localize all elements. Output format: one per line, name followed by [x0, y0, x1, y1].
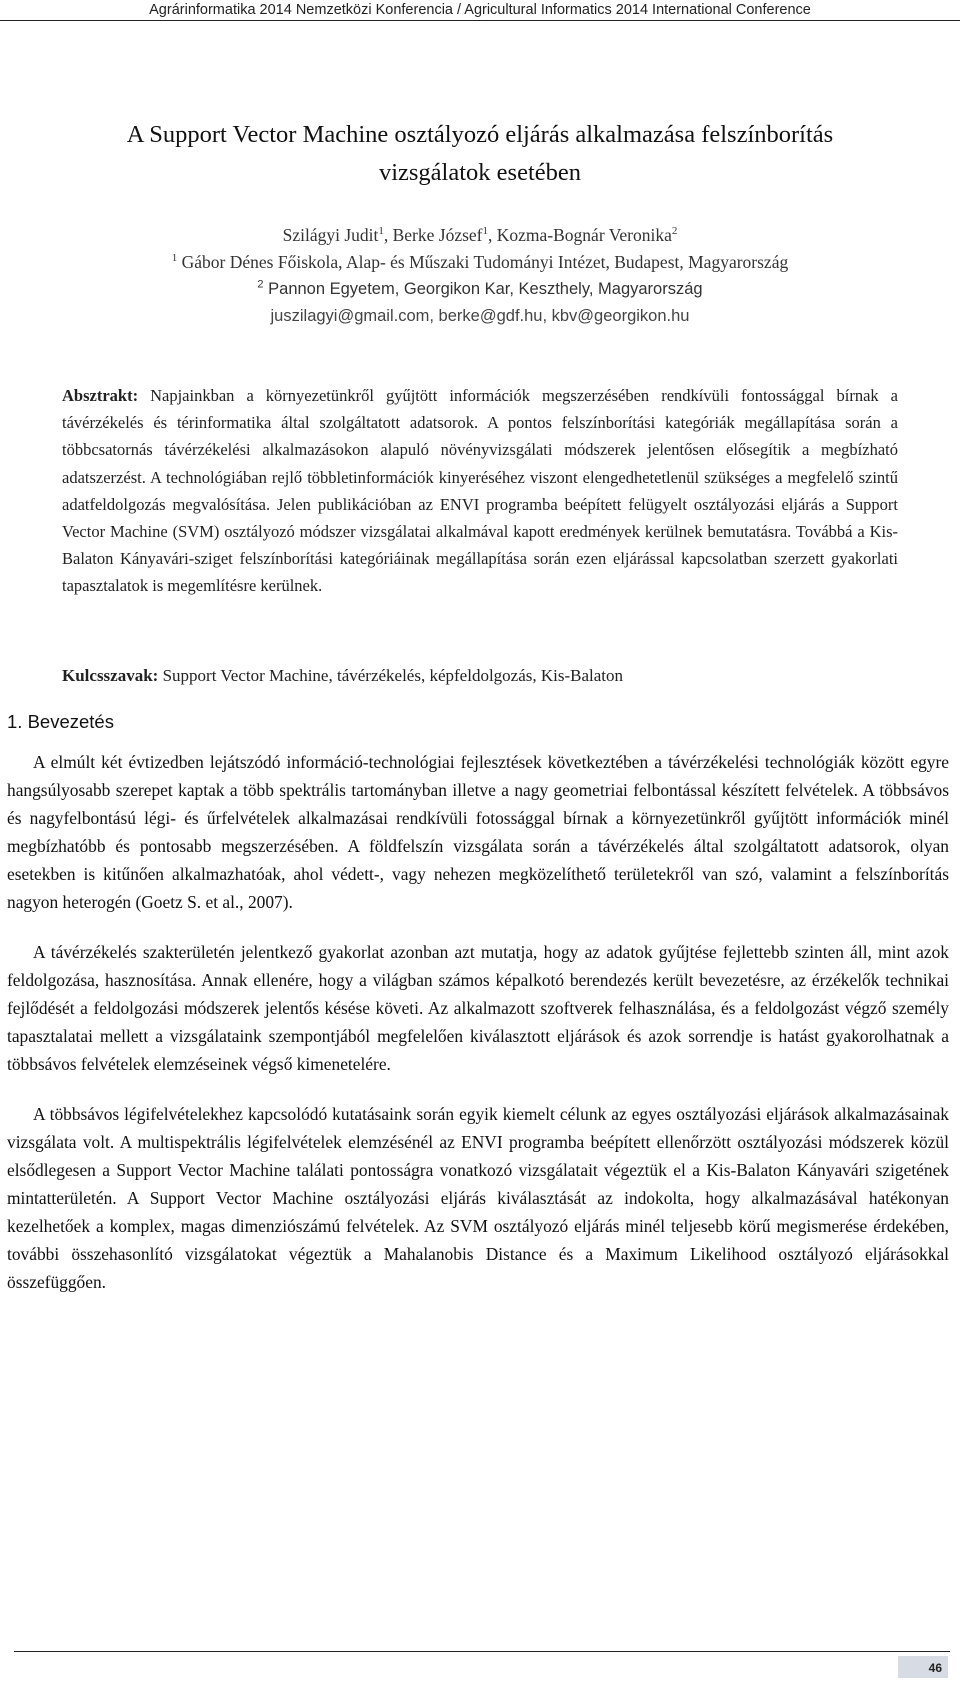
abstract-label: Absztrakt: — [62, 386, 139, 405]
author-1-affiliation: 1 — [378, 225, 384, 238]
author-separator: , — [488, 225, 497, 245]
affiliation-1-mark: 1 — [171, 252, 178, 265]
keywords-text: Support Vector Machine, távérzékelés, képfeldolgozás, Kis-Balaton — [162, 666, 624, 685]
footer-rule — [14, 1651, 950, 1652]
body-paragraph-2: A távérzékelés szakterületén jelentkező gyakorlat azonban azt mutatja, hogy az adatok gyűjtése fejlettebb szinten áll, mint azok feldolgozása, hasznosítása. Annak ellenére, hogy a világban számos képalkotó berendezés került bevezetésre, az érzékelők technikai fejlődését a feldolgozási módszerek jelentős késése követi. Az alkalmazott szoftverek felhasználása, és a feldolgozást végző személy tapasztalatai mellett a vizsgálataink szempontjából megfelelően kiválasztott eljárások és azok sorrendje is hatást gyakorolhatnak a többsávos felvételek elemzéseinek végső kimenetelére. — [7, 942, 949, 1074]
affiliation-2-mark: 2 — [257, 278, 264, 291]
page-number-badge: 46 — [898, 1656, 948, 1678]
running-header — [0, 0, 960, 21]
body-paragraph-3: A többsávos légifelvételekhez kapcsolódó kutatásaink során egyik kiemelt célunk az egyes osztályozási eljárások alkalmazásainak vizsgálata volt. A multispektrális légifelvételek elemzésénél az ENVI programba beépített ellenőrzött osztályozási módszerek közül elsődlegesen a Support Vector Machine találati pontosságra vonatkozó vizsgálatait végeztük el a Kis-Balaton Kányavári szigetének mintatterületén. A Support Vector Machine osztályozási eljárás kiválasztását az indokolta, hogy alkalmazásával hatékonyan kezelhetőek a komplex, magas dimenziószámú felvételek. Az SVM osztályozó eljárás minél teljesebb körű megismerése érdekében, további összehasonlító vizsgálatokat végeztük a Mahalanobis Distance és a Maximum Likelihood osztályozó eljárásokkal összefüggően. — [7, 1104, 949, 1292]
author-emails: juszilagyi@gmail.com, berke@gdf.hu, kbv@georgikon.hu — [270, 307, 690, 325]
author-1: Szilágyi Judit — [282, 225, 379, 245]
section-heading: 1. Bevezetés — [7, 711, 114, 732]
author-3-affiliation: 2 — [671, 225, 678, 238]
affiliation-1 — [0, 249, 960, 276]
paper-title — [0, 116, 960, 192]
author-list — [0, 222, 960, 249]
running-header-text: Agrárinformatika 2014 Nemzetközi Konferencia / Agricultural Informatics 2014 International Conference — [149, 2, 811, 18]
body-paragraph-1: A elmúlt két évtizedben lejátszódó információ-technológiai fejlesztések következtében a távérzékelési technológiák között egyre hangsúlyosabb szerepet kaptak a több spektrális tartományban illetve a nagy geometriai felbontással készített felvételek. A többsávos és nagyfelbontású légi- és űrfelvételek alkalmazásai rendkívüli fotossággal bírnak a környezetünkről gyűjtött információk minél megbízhatóbb és pontosabb megszerzésében. A földfelszín vizsgálata során a távérzékelés által szolgáltatott adatsorok, olyan esetekben is kitűnően alkalmazhatóak, ahol védett-, vagy nehezen megközelíthető területekről van szó, valamint a felszínborítás nagyon heterogén (Goetz S. et al., 2007). — [7, 752, 949, 912]
affiliation-1-text: Gábor Dénes Főiskola, Alap- és Műszaki Tudományi Intézet, Budapest, Magyarország — [181, 252, 789, 272]
author-2-affiliation: 1 — [482, 225, 489, 238]
affiliation-2 — [0, 276, 960, 303]
author-block — [0, 222, 960, 330]
keywords — [62, 662, 898, 689]
author-separator: , — [383, 225, 393, 245]
section-body — [7, 748, 949, 1318]
author-2: Berke József — [392, 225, 483, 245]
title-line-2: vizsgálatok esetében — [378, 159, 582, 186]
author-3: Kozma-Bognár Veronika — [496, 225, 672, 245]
title-line-1: A Support Vector Machine osztályozó eljárás alkalmazása felszínborítás — [126, 121, 834, 148]
abstract — [62, 382, 898, 600]
affiliation-2-text: Pannon Egyetem, Georgikon Kar, Keszthely, Magyarország — [268, 280, 703, 298]
abstract-text: Napjainkban a környezetünkről gyűjtött információk megszerzésében rendkívüli fontossággal bírnak a távérzékelés és térinformatika által szolgáltatott adatsorok. A pontos felszínborítási kategóriák megállapítása során a többcsatornás távérzékelési alkalmazásokon alapuló növényvizsgálati módszerek jelentősen elősegítik a megbízható adatszerzést. A technológiában rejlő többletinformációk kinyeréséhez viszont elengedhetetlenül szükséges a megfelelő szintű adatfeldolgozás megvalósítása. Jelen publikációban az ENVI programba beépített felügyelt osztályozási eljárás a Support Vector Machine (SVM) osztályozó módszer vizsgálatai alkalmával kapott eredmények kerülnek bemutatásra. Továbbá a Kis-Balaton Kányavári-sziget felszínborítási kategóriáinak megállapítása során ezen eljárással kapcsolatban szerzett gyakorlati tapasztalatok is megemlítésre kerülnek. — [62, 386, 898, 596]
keywords-label: Kulcsszavak: — [62, 666, 159, 685]
